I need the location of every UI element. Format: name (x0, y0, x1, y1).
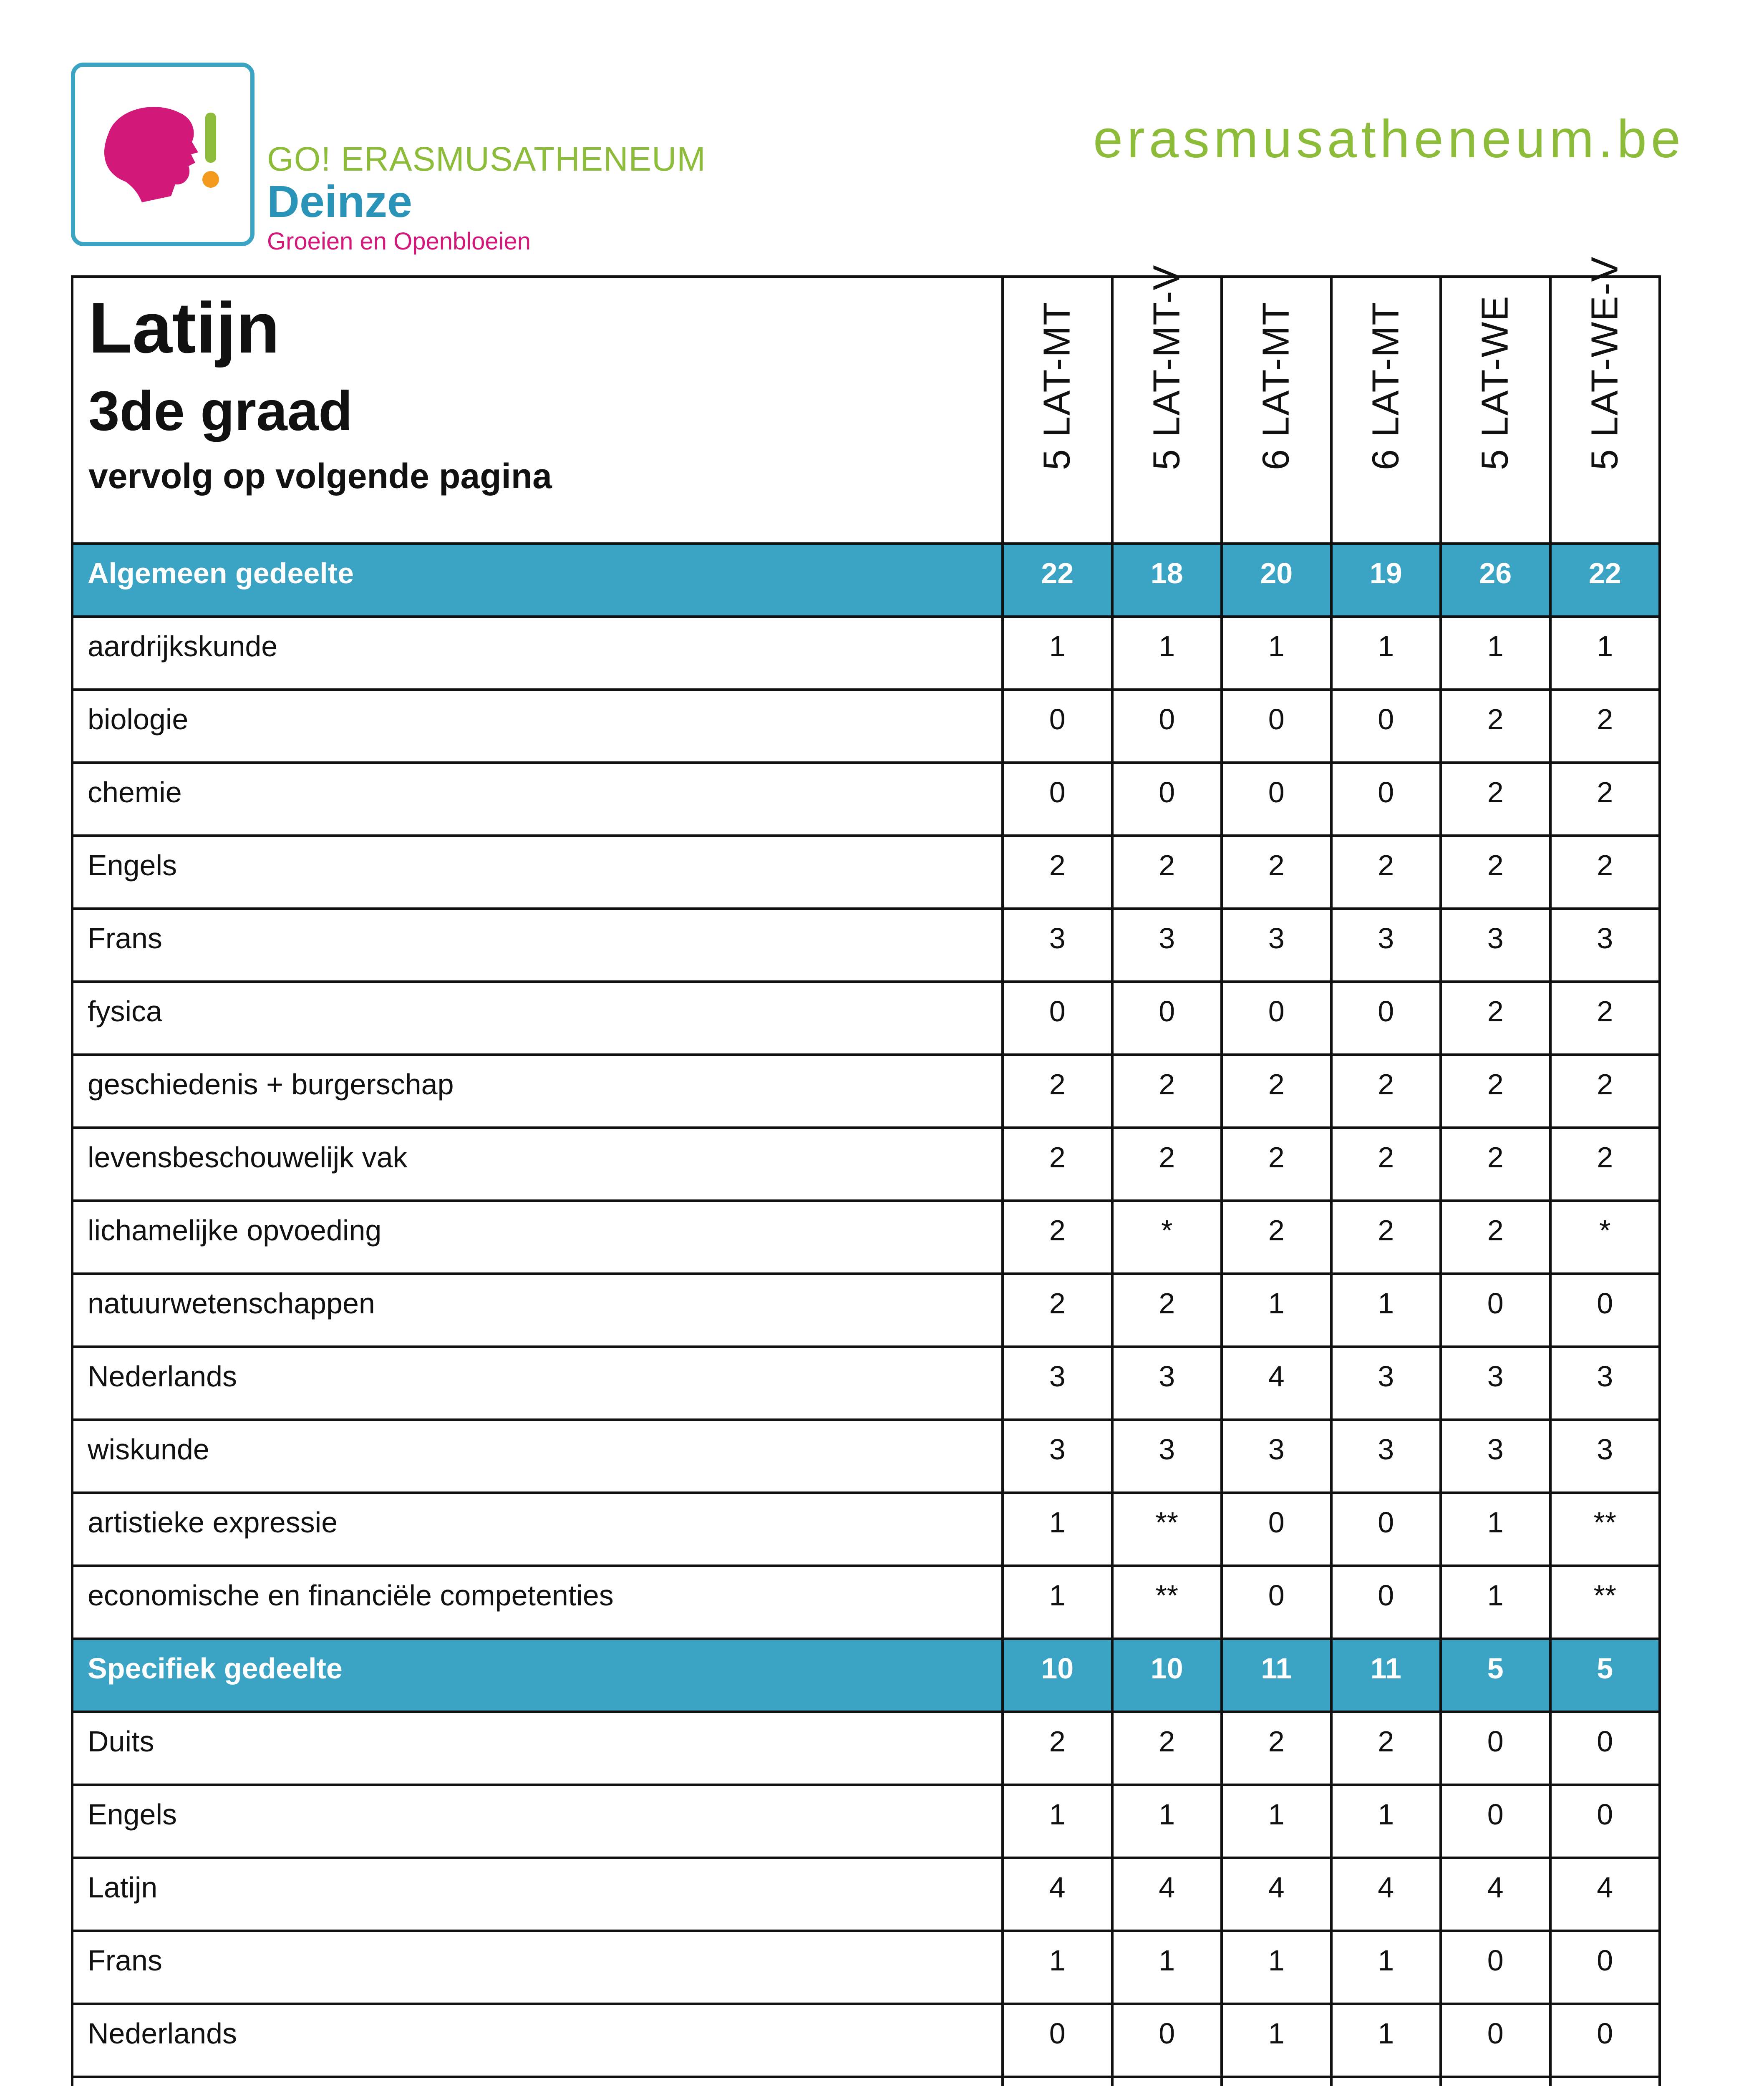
table-row (72, 1347, 1660, 1420)
hours-cell: 2 (1331, 1201, 1441, 1274)
hours-cell: 0 (1222, 763, 1331, 836)
subject-name: Frans (72, 1931, 1003, 2004)
table-row (72, 2004, 1660, 2077)
column-header (1222, 277, 1331, 544)
school-logo (71, 63, 706, 259)
hours-cell: 3 (1003, 1420, 1112, 1493)
table-row (72, 1858, 1660, 1931)
page-title: Latijn (88, 288, 280, 368)
hours-cell (1550, 2077, 1660, 2086)
hours-cell: 2 (1003, 1201, 1112, 1274)
subject-name: biologie (72, 690, 1003, 763)
hours-cell: 1 (1441, 1493, 1550, 1566)
hours-cell: 1 (1331, 617, 1441, 690)
hours-cell: 22 (1550, 544, 1660, 617)
hours-cell: 4 (1550, 1858, 1660, 1931)
subject-name: aardrijkskunde (72, 617, 1003, 690)
hours-cell: 1 (1222, 1931, 1331, 2004)
hours-cell: 2 (1222, 1128, 1331, 1201)
hours-cell: 0 (1003, 2004, 1112, 2077)
hours-cell: 11 (1222, 1639, 1331, 1712)
hours-cell: 3 (1441, 1420, 1550, 1493)
section-row (72, 544, 1660, 617)
hours-cell: 1 (1441, 617, 1550, 690)
hours-cell: 3 (1550, 1420, 1660, 1493)
subject-name: fysica (72, 982, 1003, 1055)
hours-cell: 3 (1441, 1347, 1550, 1420)
hours-cell: 2 (1550, 982, 1660, 1055)
hours-cell: 0 (1222, 690, 1331, 763)
hours-cell: 1 (1112, 1931, 1222, 2004)
hours-cell: 3 (1550, 909, 1660, 982)
table-body (72, 544, 1660, 2086)
hours-cell: 2 (1550, 836, 1660, 909)
hours-cell: 2 (1222, 836, 1331, 909)
subject-name: Frans (72, 909, 1003, 982)
hours-cell: 3 (1550, 1347, 1660, 1420)
hours-cell: 0 (1331, 1493, 1441, 1566)
hours-cell: * (1550, 1201, 1660, 1274)
table-row (72, 1785, 1660, 1858)
website-url[interactable]: erasmusatheneum.be (1093, 109, 1685, 169)
table-row (72, 1055, 1660, 1128)
table-row (72, 690, 1660, 763)
hours-cell: 4 (1331, 1858, 1441, 1931)
hours-cell: 2 (1441, 763, 1550, 836)
subject-name: lichamelijke opvoeding (72, 1201, 1003, 1274)
hours-cell: 3 (1331, 1347, 1441, 1420)
hours-cell: 22 (1003, 544, 1112, 617)
column-header-label: 5 LAT-MT (1036, 301, 1078, 470)
hours-cell: 2 (1331, 836, 1441, 909)
hours-cell: 18 (1112, 544, 1222, 617)
hours-cell: 2 (1112, 836, 1222, 909)
hours-cell: 2 (1550, 1128, 1660, 1201)
hours-cell: 0 (1222, 1566, 1331, 1639)
hours-cell (1112, 2077, 1222, 2086)
column-header-label: 5 LAT-MT-V (1146, 264, 1188, 470)
hours-cell: 10 (1112, 1639, 1222, 1712)
hours-cell: 3 (1112, 1347, 1222, 1420)
hours-cell: 0 (1222, 1493, 1331, 1566)
subject-name: geschiedenis + burgerschap (72, 1055, 1003, 1128)
hours-cell: 10 (1003, 1639, 1112, 1712)
hours-cell: 2 (1550, 763, 1660, 836)
hours-cell: 1 (1331, 1274, 1441, 1347)
hours-cell: 2 (1003, 1712, 1112, 1785)
hours-cell: 0 (1331, 763, 1441, 836)
column-header-label: 6 LAT-MT (1255, 301, 1297, 470)
hours-cell: 1 (1003, 1493, 1112, 1566)
hours-cell: 3 (1003, 909, 1112, 982)
hours-cell: 1 (1331, 1931, 1441, 2004)
table-row (72, 1201, 1660, 1274)
hours-cell: 0 (1441, 1274, 1550, 1347)
table-row (72, 1712, 1660, 1785)
hours-cell: 2 (1112, 1128, 1222, 1201)
lessentabel (71, 256, 1661, 2086)
hours-cell: 2 (1550, 690, 1660, 763)
table-row (72, 982, 1660, 1055)
table-header-row (72, 277, 1660, 544)
hours-cell: 26 (1441, 544, 1550, 617)
table-row (72, 1493, 1660, 1566)
column-header (1441, 277, 1550, 544)
section-row (72, 1639, 1660, 1712)
table-row (72, 2077, 1660, 2086)
subject-name: artistieke expressie (72, 1493, 1003, 1566)
hours-cell: 0 (1550, 1785, 1660, 1858)
hours-cell (1222, 2077, 1331, 2086)
hours-cell: 1 (1222, 617, 1331, 690)
table-row (72, 1274, 1660, 1347)
hours-cell (1003, 2077, 1112, 2086)
subject-name: Nederlands (72, 2004, 1003, 2077)
hours-cell: 3 (1222, 1420, 1331, 1493)
hours-cell: 1 (1331, 1785, 1441, 1858)
subject-name (72, 2077, 1003, 2086)
column-header-label: 6 LAT-MT (1365, 301, 1407, 470)
logo-frame (71, 63, 255, 246)
hours-cell: 2 (1222, 1712, 1331, 1785)
hours-cell: 2 (1441, 982, 1550, 1055)
hours-cell: 4 (1441, 1858, 1550, 1931)
hours-cell: 3 (1441, 909, 1550, 982)
hours-cell: 3 (1112, 909, 1222, 982)
hours-cell: 0 (1441, 1712, 1550, 1785)
hours-cell: 11 (1331, 1639, 1441, 1712)
hours-cell: 0 (1441, 2004, 1550, 2077)
subject-name: economische en financiële competenties (72, 1566, 1003, 1639)
hours-cell: 0 (1550, 1274, 1660, 1347)
hours-cell: 2 (1331, 1055, 1441, 1128)
hours-cell: 2 (1222, 1055, 1331, 1128)
hours-cell: 1 (1112, 617, 1222, 690)
hours-cell: ** (1550, 1493, 1660, 1566)
column-header (1003, 277, 1112, 544)
hours-cell: 2 (1003, 1055, 1112, 1128)
hours-cell: 4 (1222, 1858, 1331, 1931)
subject-name: Duits (72, 1712, 1003, 1785)
hours-cell: ** (1550, 1566, 1660, 1639)
hours-cell: 0 (1112, 690, 1222, 763)
hours-cell: 0 (1112, 982, 1222, 1055)
logo-tagline: Groeien en Openbloeien (267, 228, 531, 255)
hours-cell: 4 (1003, 1858, 1112, 1931)
hours-cell: 1 (1003, 1785, 1112, 1858)
hours-cell: 1 (1112, 1785, 1222, 1858)
subject-name: wiskunde (72, 1420, 1003, 1493)
hours-cell: 2 (1222, 1201, 1331, 1274)
subject-name: levensbeschouwelijk vak (72, 1128, 1003, 1201)
hours-cell: 0 (1441, 1785, 1550, 1858)
hours-cell: 0 (1550, 2004, 1660, 2077)
hours-cell: 0 (1331, 982, 1441, 1055)
hours-cell: 0 (1112, 2004, 1222, 2077)
hours-cell: 0 (1331, 1566, 1441, 1639)
hours-cell: 2 (1003, 1128, 1112, 1201)
subject-name: Algemeen gedeelte (72, 544, 1003, 617)
title-cell (72, 277, 1003, 544)
hours-cell: 19 (1331, 544, 1441, 617)
hours-cell: 3 (1331, 1420, 1441, 1493)
hours-cell: 1 (1003, 1931, 1112, 2004)
hours-cell: 1 (1222, 2004, 1331, 2077)
logo-city: Deinze (267, 176, 413, 227)
subject-name: Engels (72, 1785, 1003, 1858)
hours-cell: 2 (1112, 1274, 1222, 1347)
hours-cell: 0 (1112, 763, 1222, 836)
continuation-note: vervolg op volgende pagina (88, 456, 552, 496)
hours-cell: 5 (1550, 1639, 1660, 1712)
hours-cell: 2 (1441, 836, 1550, 909)
column-header-label: 5 LAT-WE-V (1584, 256, 1626, 470)
hours-cell: * (1112, 1201, 1222, 1274)
table-row (72, 1420, 1660, 1493)
hours-cell: 3 (1112, 1420, 1222, 1493)
table-row (72, 1128, 1660, 1201)
hours-cell: 2 (1331, 1712, 1441, 1785)
column-header (1112, 264, 1222, 544)
column-header (1550, 256, 1660, 544)
hours-cell: 3 (1331, 909, 1441, 982)
table-row (72, 1931, 1660, 2004)
hours-cell: 2 (1441, 1055, 1550, 1128)
page-subtitle: 3de graad (88, 380, 353, 442)
hours-cell: 1 (1222, 1785, 1331, 1858)
hours-cell: 3 (1003, 1347, 1112, 1420)
subject-name: chemie (72, 763, 1003, 836)
hours-cell: 5 (1441, 1639, 1550, 1712)
hours-cell: ** (1112, 1566, 1222, 1639)
hours-cell: 4 (1222, 1347, 1331, 1420)
head-silhouette-icon (92, 96, 229, 217)
hours-cell (1441, 2077, 1550, 2086)
hours-cell: 1 (1331, 2004, 1441, 2077)
hours-cell: 0 (1003, 690, 1112, 763)
hours-cell: 0 (1003, 982, 1112, 1055)
hours-cell: 2 (1441, 690, 1550, 763)
table-row (72, 763, 1660, 836)
hours-cell: 0 (1003, 763, 1112, 836)
subject-name: Engels (72, 836, 1003, 909)
subject-name: Nederlands (72, 1347, 1003, 1420)
hours-cell: 1 (1550, 617, 1660, 690)
column-header (1331, 277, 1441, 544)
hours-cell: 0 (1550, 1931, 1660, 2004)
hours-cell: 2 (1441, 1128, 1550, 1201)
hours-cell: 2 (1003, 1274, 1112, 1347)
table-row (72, 617, 1660, 690)
hours-cell: 2 (1550, 1055, 1660, 1128)
hours-cell: 1 (1003, 617, 1112, 690)
hours-cell: 0 (1222, 982, 1331, 1055)
hours-cell: ** (1112, 1493, 1222, 1566)
hours-cell: 1 (1222, 1274, 1331, 1347)
hours-cell: 0 (1441, 1931, 1550, 2004)
hours-cell (1331, 2077, 1441, 2086)
hours-cell: 2 (1331, 1128, 1441, 1201)
hours-cell: 3 (1222, 909, 1331, 982)
subject-name: Specifiek gedeelte (72, 1639, 1003, 1712)
table-row (72, 909, 1660, 982)
hours-cell: 2 (1441, 1201, 1550, 1274)
hours-cell: 20 (1222, 544, 1331, 617)
table-row (72, 1566, 1660, 1639)
subject-name: natuurwetenschappen (72, 1274, 1003, 1347)
logo-school-name: GO! ERASMUSATHENEUM (267, 140, 706, 178)
hours-cell: 4 (1112, 1858, 1222, 1931)
hours-cell: 1 (1441, 1566, 1550, 1639)
hours-cell: 0 (1550, 1712, 1660, 1785)
hours-cell: 0 (1331, 690, 1441, 763)
hours-cell: 2 (1112, 1055, 1222, 1128)
hours-cell: 2 (1112, 1712, 1222, 1785)
hours-cell: 2 (1003, 836, 1112, 909)
table-row (72, 836, 1660, 909)
column-header-label: 5 LAT-WE (1474, 295, 1516, 470)
subject-name: Latijn (72, 1858, 1003, 1931)
hours-cell: 1 (1003, 1566, 1112, 1639)
